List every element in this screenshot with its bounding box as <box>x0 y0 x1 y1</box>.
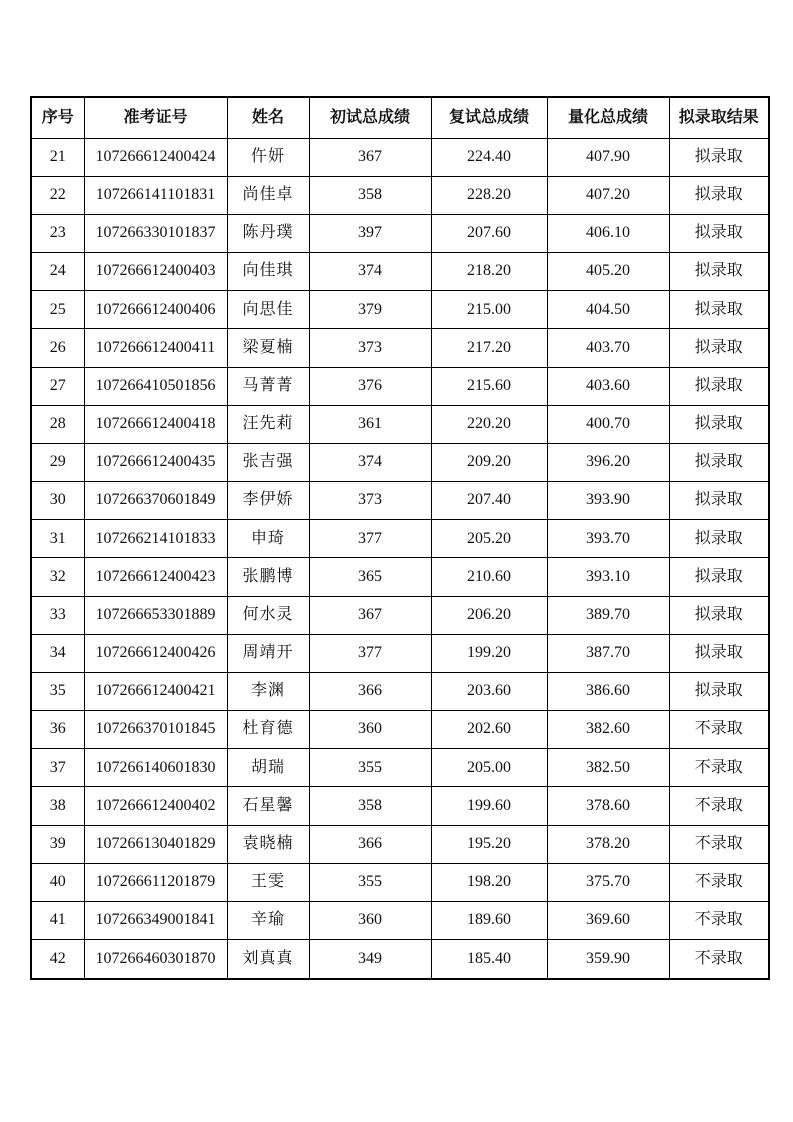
cell-name: 梁夏楠 <box>227 329 309 367</box>
table-row <box>31 672 769 710</box>
cell-exam-id: 107266141101831 <box>84 176 227 214</box>
cell-initial-score: 366 <box>309 672 431 710</box>
cell-result: 不录取 <box>669 863 769 901</box>
cell-index: 37 <box>31 749 84 787</box>
cell-result: 不录取 <box>669 825 769 863</box>
cell-retest-score: 199.60 <box>431 787 547 825</box>
cell-exam-id: 107266130401829 <box>84 825 227 863</box>
cell-retest-score: 210.60 <box>431 558 547 596</box>
cell-name: 刘真真 <box>227 940 309 979</box>
cell-exam-id: 107266611201879 <box>84 863 227 901</box>
admission-results-table <box>30 96 770 980</box>
cell-quantified-score: 375.70 <box>547 863 669 901</box>
cell-initial-score: 361 <box>309 405 431 443</box>
cell-exam-id: 107266612400418 <box>84 405 227 443</box>
cell-exam-id: 107266612400426 <box>84 634 227 672</box>
cell-result: 拟录取 <box>669 291 769 329</box>
cell-initial-score: 367 <box>309 596 431 634</box>
cell-name: 石星馨 <box>227 787 309 825</box>
cell-name: 陈丹璞 <box>227 214 309 252</box>
cell-quantified-score: 407.90 <box>547 138 669 176</box>
cell-index: 36 <box>31 711 84 749</box>
cell-retest-score: 199.20 <box>431 634 547 672</box>
cell-exam-id: 107266612400402 <box>84 787 227 825</box>
cell-exam-id: 107266140601830 <box>84 749 227 787</box>
cell-result: 拟录取 <box>669 138 769 176</box>
cell-index: 31 <box>31 520 84 558</box>
cell-exam-id: 107266410501856 <box>84 367 227 405</box>
column-header-index: 序号 <box>31 97 84 138</box>
cell-exam-id: 107266612400421 <box>84 672 227 710</box>
cell-result: 拟录取 <box>669 596 769 634</box>
cell-result: 拟录取 <box>669 482 769 520</box>
cell-name: 马菁菁 <box>227 367 309 405</box>
cell-exam-id: 107266612400423 <box>84 558 227 596</box>
cell-quantified-score: 404.50 <box>547 291 669 329</box>
table-row <box>31 291 769 329</box>
cell-exam-id: 107266349001841 <box>84 901 227 939</box>
cell-index: 32 <box>31 558 84 596</box>
table-row <box>31 329 769 367</box>
cell-exam-id: 107266612400435 <box>84 443 227 481</box>
cell-initial-score: 360 <box>309 901 431 939</box>
cell-initial-score: 397 <box>309 214 431 252</box>
cell-quantified-score: 382.50 <box>547 749 669 787</box>
cell-quantified-score: 393.70 <box>547 520 669 558</box>
cell-retest-score: 209.20 <box>431 443 547 481</box>
cell-index: 33 <box>31 596 84 634</box>
cell-quantified-score: 405.20 <box>547 253 669 291</box>
table-row <box>31 443 769 481</box>
cell-retest-score: 215.00 <box>431 291 547 329</box>
cell-index: 26 <box>31 329 84 367</box>
cell-quantified-score: 378.60 <box>547 787 669 825</box>
column-header-retest-score: 复试总成绩 <box>431 97 547 138</box>
column-header-exam-id: 准考证号 <box>84 97 227 138</box>
cell-retest-score: 195.20 <box>431 825 547 863</box>
cell-name: 王雯 <box>227 863 309 901</box>
cell-name: 向佳琪 <box>227 253 309 291</box>
cell-index: 21 <box>31 138 84 176</box>
cell-index: 41 <box>31 901 84 939</box>
table-row <box>31 482 769 520</box>
cell-quantified-score: 396.20 <box>547 443 669 481</box>
table-row <box>31 901 769 939</box>
table-row <box>31 749 769 787</box>
cell-quantified-score: 403.70 <box>547 329 669 367</box>
cell-quantified-score: 382.60 <box>547 711 669 749</box>
cell-index: 22 <box>31 176 84 214</box>
cell-index: 23 <box>31 214 84 252</box>
cell-initial-score: 374 <box>309 443 431 481</box>
cell-index: 40 <box>31 863 84 901</box>
table-row <box>31 214 769 252</box>
cell-quantified-score: 386.60 <box>547 672 669 710</box>
cell-index: 42 <box>31 940 84 979</box>
table-row <box>31 634 769 672</box>
cell-result: 拟录取 <box>669 405 769 443</box>
cell-retest-score: 203.60 <box>431 672 547 710</box>
table-row <box>31 253 769 291</box>
cell-quantified-score: 359.90 <box>547 940 669 979</box>
cell-initial-score: 355 <box>309 749 431 787</box>
cell-result: 拟录取 <box>669 520 769 558</box>
cell-initial-score: 373 <box>309 329 431 367</box>
table-row <box>31 558 769 596</box>
cell-initial-score: 376 <box>309 367 431 405</box>
table-row <box>31 405 769 443</box>
cell-initial-score: 374 <box>309 253 431 291</box>
cell-result: 拟录取 <box>669 214 769 252</box>
cell-initial-score: 373 <box>309 482 431 520</box>
table-row <box>31 520 769 558</box>
cell-name: 向思佳 <box>227 291 309 329</box>
cell-initial-score: 349 <box>309 940 431 979</box>
cell-initial-score: 377 <box>309 520 431 558</box>
table-body <box>31 138 769 979</box>
cell-result: 不录取 <box>669 901 769 939</box>
cell-initial-score: 365 <box>309 558 431 596</box>
cell-exam-id: 107266330101837 <box>84 214 227 252</box>
cell-exam-id: 107266370101845 <box>84 711 227 749</box>
cell-name: 何水灵 <box>227 596 309 634</box>
cell-exam-id: 107266460301870 <box>84 940 227 979</box>
cell-retest-score: 215.60 <box>431 367 547 405</box>
cell-initial-score: 379 <box>309 291 431 329</box>
cell-quantified-score: 389.70 <box>547 596 669 634</box>
table-row <box>31 176 769 214</box>
cell-initial-score: 377 <box>309 634 431 672</box>
cell-retest-score: 185.40 <box>431 940 547 979</box>
cell-name: 申琦 <box>227 520 309 558</box>
cell-result: 拟录取 <box>669 558 769 596</box>
cell-quantified-score: 393.90 <box>547 482 669 520</box>
cell-exam-id: 107266612400403 <box>84 253 227 291</box>
cell-result: 拟录取 <box>669 367 769 405</box>
cell-quantified-score: 393.10 <box>547 558 669 596</box>
cell-result: 拟录取 <box>669 443 769 481</box>
cell-index: 34 <box>31 634 84 672</box>
cell-retest-score: 207.40 <box>431 482 547 520</box>
cell-retest-score: 228.20 <box>431 176 547 214</box>
cell-index: 30 <box>31 482 84 520</box>
cell-retest-score: 206.20 <box>431 596 547 634</box>
cell-result: 不录取 <box>669 787 769 825</box>
cell-quantified-score: 400.70 <box>547 405 669 443</box>
cell-exam-id: 107266214101833 <box>84 520 227 558</box>
column-header-name: 姓名 <box>227 97 309 138</box>
column-header-quantified-score: 量化总成绩 <box>547 97 669 138</box>
cell-initial-score: 360 <box>309 711 431 749</box>
cell-retest-score: 220.20 <box>431 405 547 443</box>
table-row <box>31 596 769 634</box>
cell-result: 拟录取 <box>669 253 769 291</box>
cell-index: 29 <box>31 443 84 481</box>
cell-retest-score: 217.20 <box>431 329 547 367</box>
cell-name: 李伊娇 <box>227 482 309 520</box>
cell-index: 39 <box>31 825 84 863</box>
cell-result: 不录取 <box>669 749 769 787</box>
cell-name: 张鹏博 <box>227 558 309 596</box>
cell-result: 拟录取 <box>669 329 769 367</box>
cell-name: 胡瑞 <box>227 749 309 787</box>
cell-exam-id: 107266370601849 <box>84 482 227 520</box>
table-row <box>31 138 769 176</box>
cell-quantified-score: 407.20 <box>547 176 669 214</box>
cell-quantified-score: 403.60 <box>547 367 669 405</box>
cell-result: 拟录取 <box>669 672 769 710</box>
cell-name: 杜育德 <box>227 711 309 749</box>
cell-index: 25 <box>31 291 84 329</box>
table-row <box>31 787 769 825</box>
cell-name: 仵妍 <box>227 138 309 176</box>
cell-result: 不录取 <box>669 711 769 749</box>
cell-index: 24 <box>31 253 84 291</box>
cell-name: 李渊 <box>227 672 309 710</box>
cell-exam-id: 107266653301889 <box>84 596 227 634</box>
cell-retest-score: 205.20 <box>431 520 547 558</box>
cell-retest-score: 205.00 <box>431 749 547 787</box>
cell-retest-score: 224.40 <box>431 138 547 176</box>
cell-result: 拟录取 <box>669 634 769 672</box>
cell-name: 辛瑜 <box>227 901 309 939</box>
cell-name: 张吉强 <box>227 443 309 481</box>
table-row <box>31 825 769 863</box>
table-header-row <box>31 97 769 138</box>
column-header-result: 拟录取结果 <box>669 97 769 138</box>
cell-quantified-score: 378.20 <box>547 825 669 863</box>
cell-quantified-score: 406.10 <box>547 214 669 252</box>
cell-initial-score: 355 <box>309 863 431 901</box>
cell-exam-id: 107266612400424 <box>84 138 227 176</box>
column-header-initial-score: 初试总成绩 <box>309 97 431 138</box>
cell-exam-id: 107266612400411 <box>84 329 227 367</box>
cell-initial-score: 367 <box>309 138 431 176</box>
cell-name: 袁晓楠 <box>227 825 309 863</box>
cell-result: 拟录取 <box>669 176 769 214</box>
cell-quantified-score: 369.60 <box>547 901 669 939</box>
cell-retest-score: 202.60 <box>431 711 547 749</box>
cell-result: 不录取 <box>669 940 769 979</box>
cell-retest-score: 218.20 <box>431 253 547 291</box>
cell-exam-id: 107266612400406 <box>84 291 227 329</box>
cell-initial-score: 366 <box>309 825 431 863</box>
cell-index: 28 <box>31 405 84 443</box>
table-row <box>31 367 769 405</box>
cell-index: 27 <box>31 367 84 405</box>
cell-quantified-score: 387.70 <box>547 634 669 672</box>
cell-index: 38 <box>31 787 84 825</box>
table-row <box>31 863 769 901</box>
table-row <box>31 711 769 749</box>
cell-initial-score: 358 <box>309 787 431 825</box>
cell-name: 尚佳卓 <box>227 176 309 214</box>
cell-retest-score: 198.20 <box>431 863 547 901</box>
cell-name: 周靖开 <box>227 634 309 672</box>
cell-index: 35 <box>31 672 84 710</box>
table-row <box>31 940 769 979</box>
cell-retest-score: 189.60 <box>431 901 547 939</box>
cell-name: 汪先莉 <box>227 405 309 443</box>
cell-initial-score: 358 <box>309 176 431 214</box>
cell-retest-score: 207.60 <box>431 214 547 252</box>
